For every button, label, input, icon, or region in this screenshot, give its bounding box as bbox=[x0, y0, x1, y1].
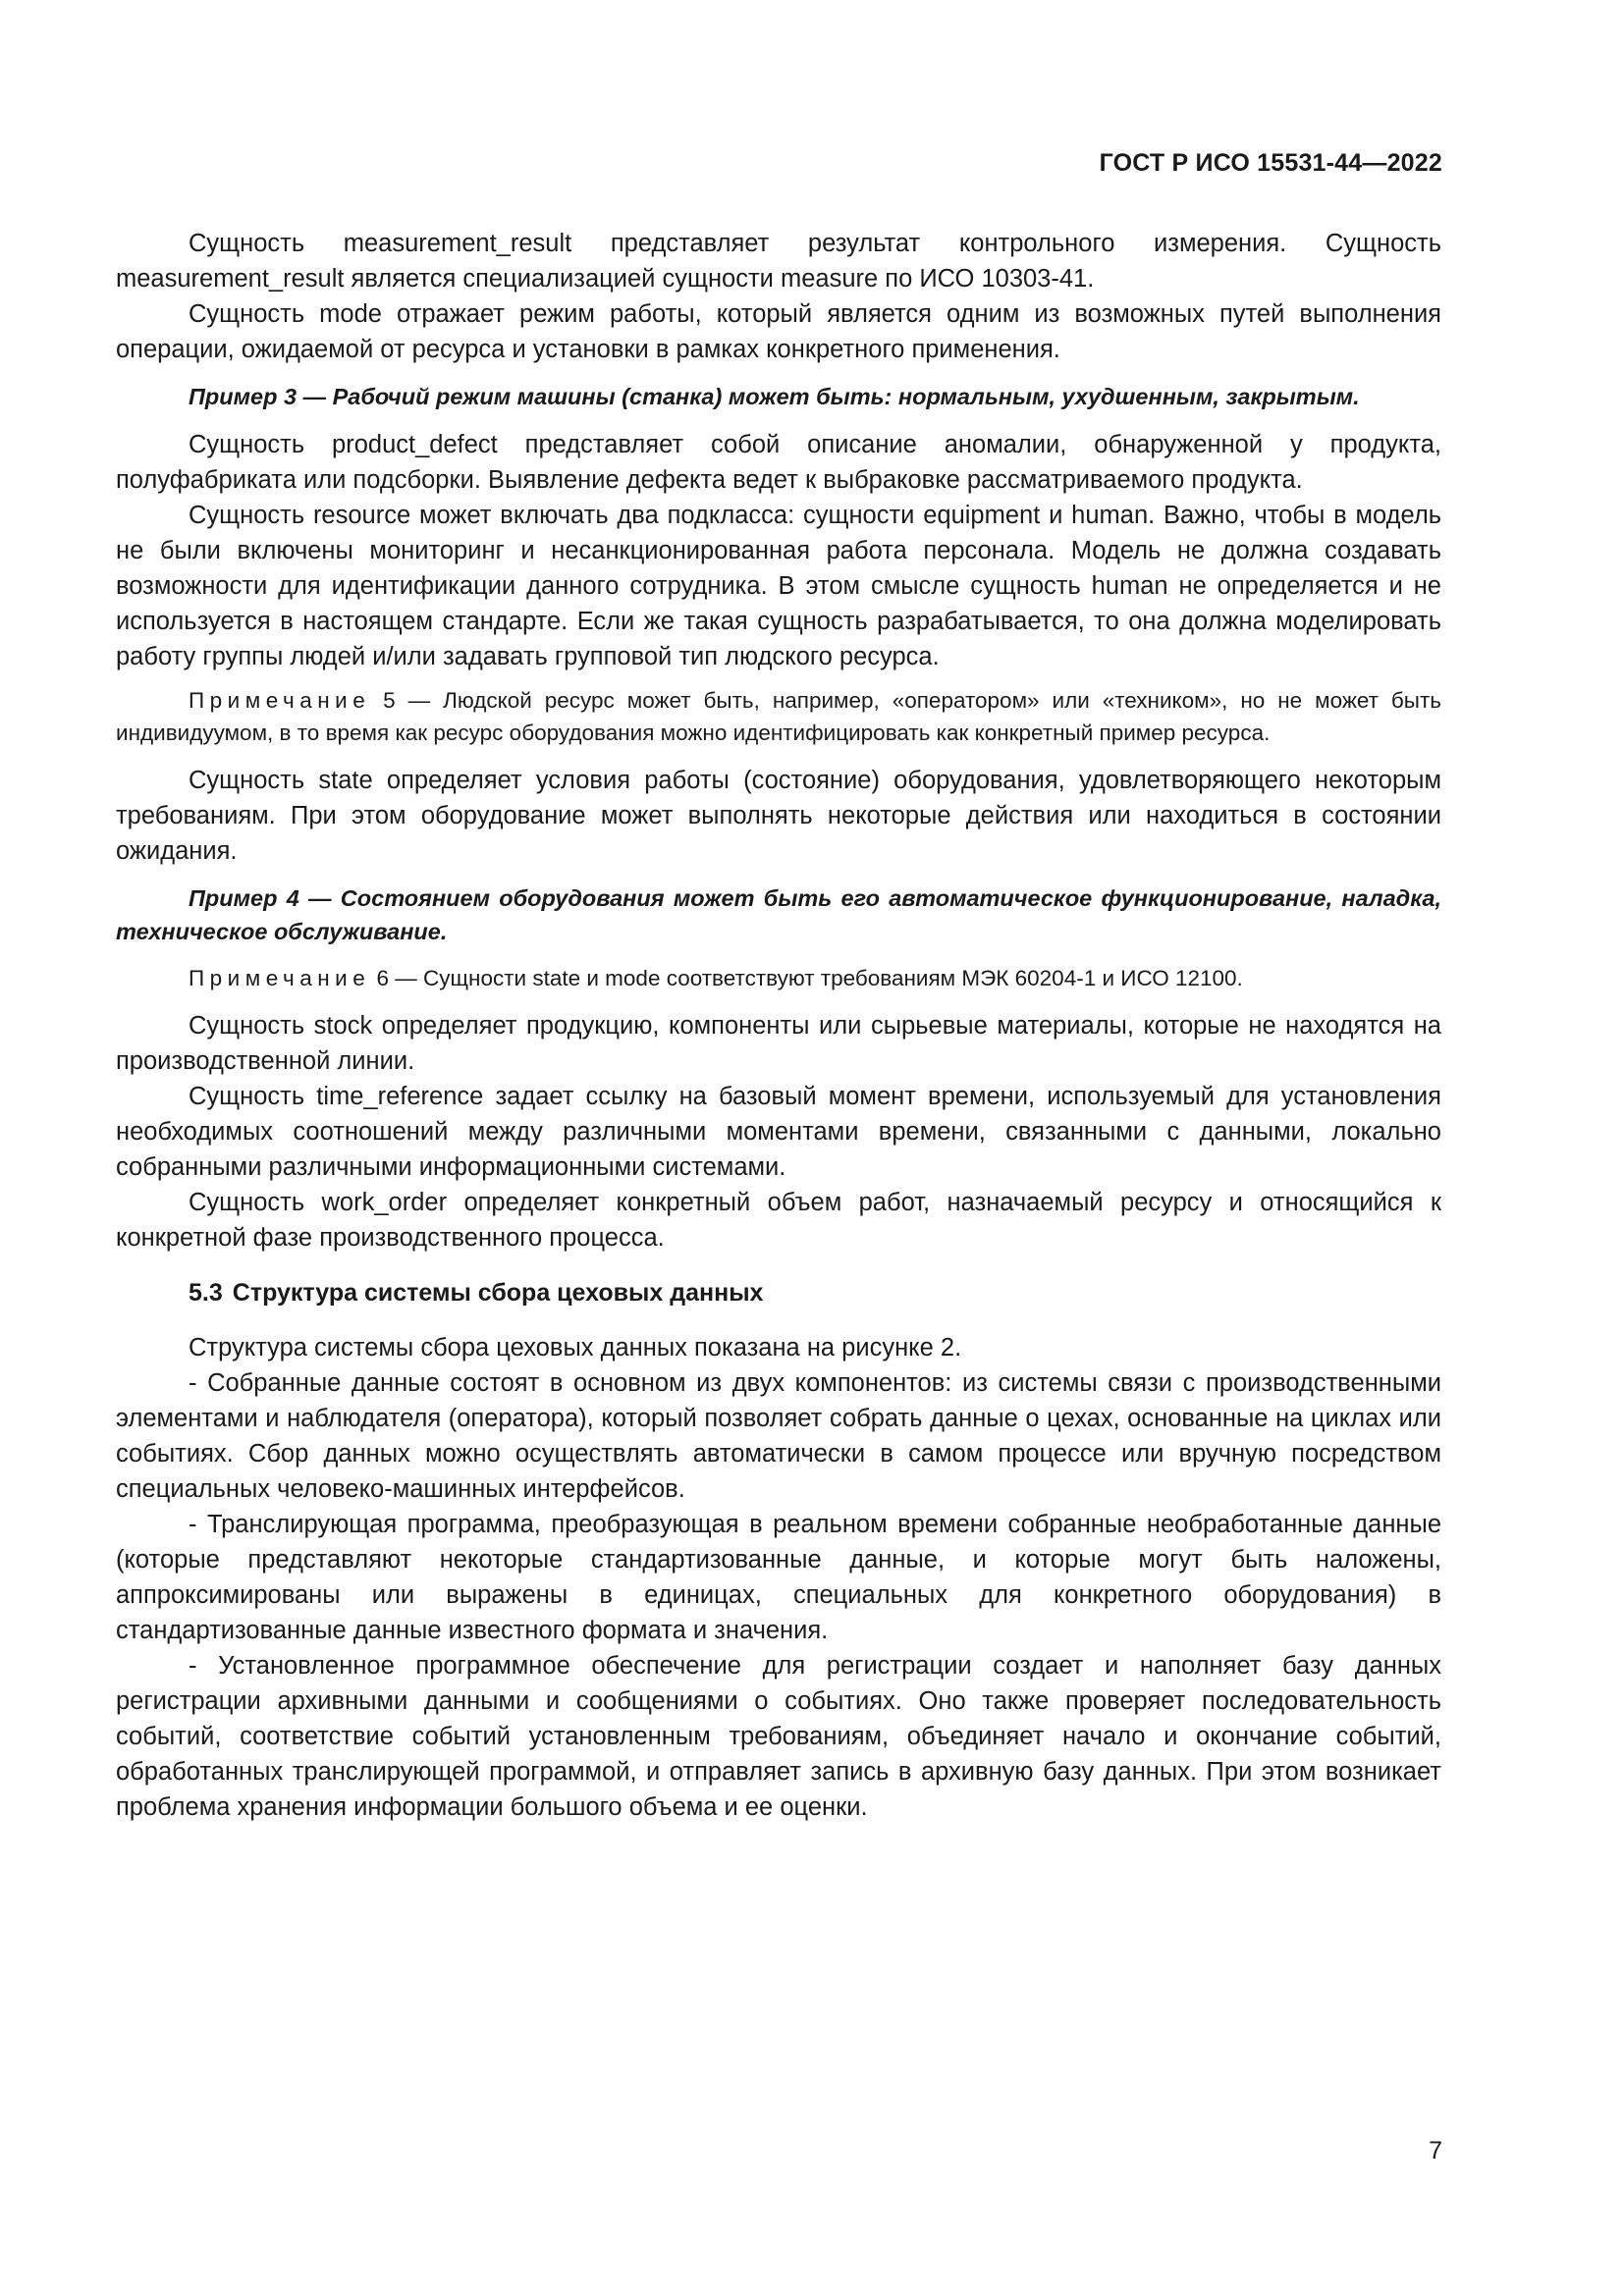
example-3: Пример 3 — Рабочий режим машины (станка) может быть: нормальным, ухудшенным, закрытым. bbox=[189, 384, 1360, 409]
section-heading bbox=[116, 1275, 1441, 1310]
paragraph-product-defect: Сущность product_defect представляет собой описание аномалии, обнаруженной у продукта, полуфабриката или подсборки. Выявление дефекта ведет к выбраковке рассматриваемого продукта. bbox=[116, 431, 1441, 494]
page-number: 7 bbox=[1429, 2137, 1442, 2164]
paragraph-resource: Сущность resource может включать два подкласса: сущности equipment и human. Важно, чтобы в модель не были включены мониторинг и несанкционированная работа персонала. Модель не должна создавать возможности для идентификации данного сотрудника. В этом смысле сущность human не определяется и не используется в настоящем стандарте. Если же такая сущность разрабатывается, то она должна моделировать работу группы людей и/или задавать групповой тип людского ресурса. bbox=[116, 502, 1441, 670]
paragraph-stock: Сущность stock определяет продукцию, компоненты или сырьевые материалы, которые не находятся на производственной линии. bbox=[116, 1012, 1441, 1075]
note-6-text: 6 — Сущности state и mode соответствуют требованиям МЭК 60204-1 и ИСО 12100. bbox=[370, 966, 1243, 990]
note-5-text: 5 — Людской ресурс может быть, например, «оператором» или «техником», но не может быть индивидуумом, в то время как ресурс оборудования можно идентифицировать как конкретный пример ресурса. bbox=[116, 688, 1441, 745]
note-6-label: Примечание bbox=[189, 966, 371, 990]
note-5-label: Примечание bbox=[189, 688, 371, 713]
section-number: 5.3 bbox=[189, 1279, 223, 1307]
note-5 bbox=[116, 684, 1441, 749]
paragraph-registration-software: - Установленное программное обеспечение для регистрации создает и наполняет базу данных регистрации архивными данными и сообщениями о событиях. Оно также проверяет последовательность событий, соответствие событий установленным требованиям, объединяет начало и окончание событий, обработанных транслирующей программой, и отправляет запись в архивную базу данных. При этом возникает проблема хранения информации большого объема и ее оценки. bbox=[116, 1652, 1441, 1821]
paragraph-measurement-result: Сущность measurement_result представляет результат контрольного измерения. Сущность measurement_result является специализацией сущности measure по ИСО 10303-41. bbox=[116, 230, 1441, 293]
note-6 bbox=[116, 962, 1441, 994]
paragraph-mode: Сущность mode отражает режим работы, который является одним из возможных путей выполнения операции, ожидаемой от ресурса и установки в рамках конкретного применения. bbox=[116, 300, 1441, 363]
paragraph-structure-intro: Структура системы сбора цеховых данных показана на рисунке 2. bbox=[189, 1334, 962, 1362]
paragraph-collected-data: - Собранные данные состоят в основном из двух компонентов: из системы связи с производственными элементами и наблюдателя (оператора), который позволяет собрать данные о цехах, основанные на циклах или событиях. Сбор данных можно осуществлять автоматически в самом процессе или вручную посредством специальных человеко-машинных интерфейсов. bbox=[116, 1369, 1441, 1503]
document-header: ГОСТ Р ИСО 15531-44—2022 bbox=[1099, 149, 1442, 177]
example-4: Пример 4 — Состоянием оборудования может быть его автоматическое функционирование, наладка, техническое обслуживание. bbox=[116, 885, 1441, 944]
paragraph-work-order: Сущность work_order определяет конкретный объем работ, назначаемый ресурсу и относящийся к конкретной фазе производственного процесса. bbox=[116, 1189, 1441, 1252]
paragraph-state: Сущность state определяет условия работы (состояние) оборудования, удовлетворяющего некоторым требованиям. При этом оборудование может выполнять некоторые действия или находиться в состоянии ожидания. bbox=[116, 767, 1441, 865]
section-title: Структура системы сбора цеховых данных bbox=[232, 1279, 764, 1307]
document-body bbox=[116, 226, 1441, 1825]
paragraph-translating-program: - Транслирующая программа, преобразующая в реальном времени собранные необработанные данные (которые представляют некоторые стандартизованные данные, и которые могут быть наложены, аппроксимированы или выражены в единицах, специальных для конкретного оборудования) в стандартизованные данные известного формата и значения. bbox=[116, 1511, 1441, 1644]
paragraph-time-reference: Сущность time_reference задает ссылку на базовый момент времени, используемый для установления необходимых соотношений между различными моментами времени, связанными с данными, локально собранными различными информационными системами. bbox=[116, 1083, 1441, 1181]
